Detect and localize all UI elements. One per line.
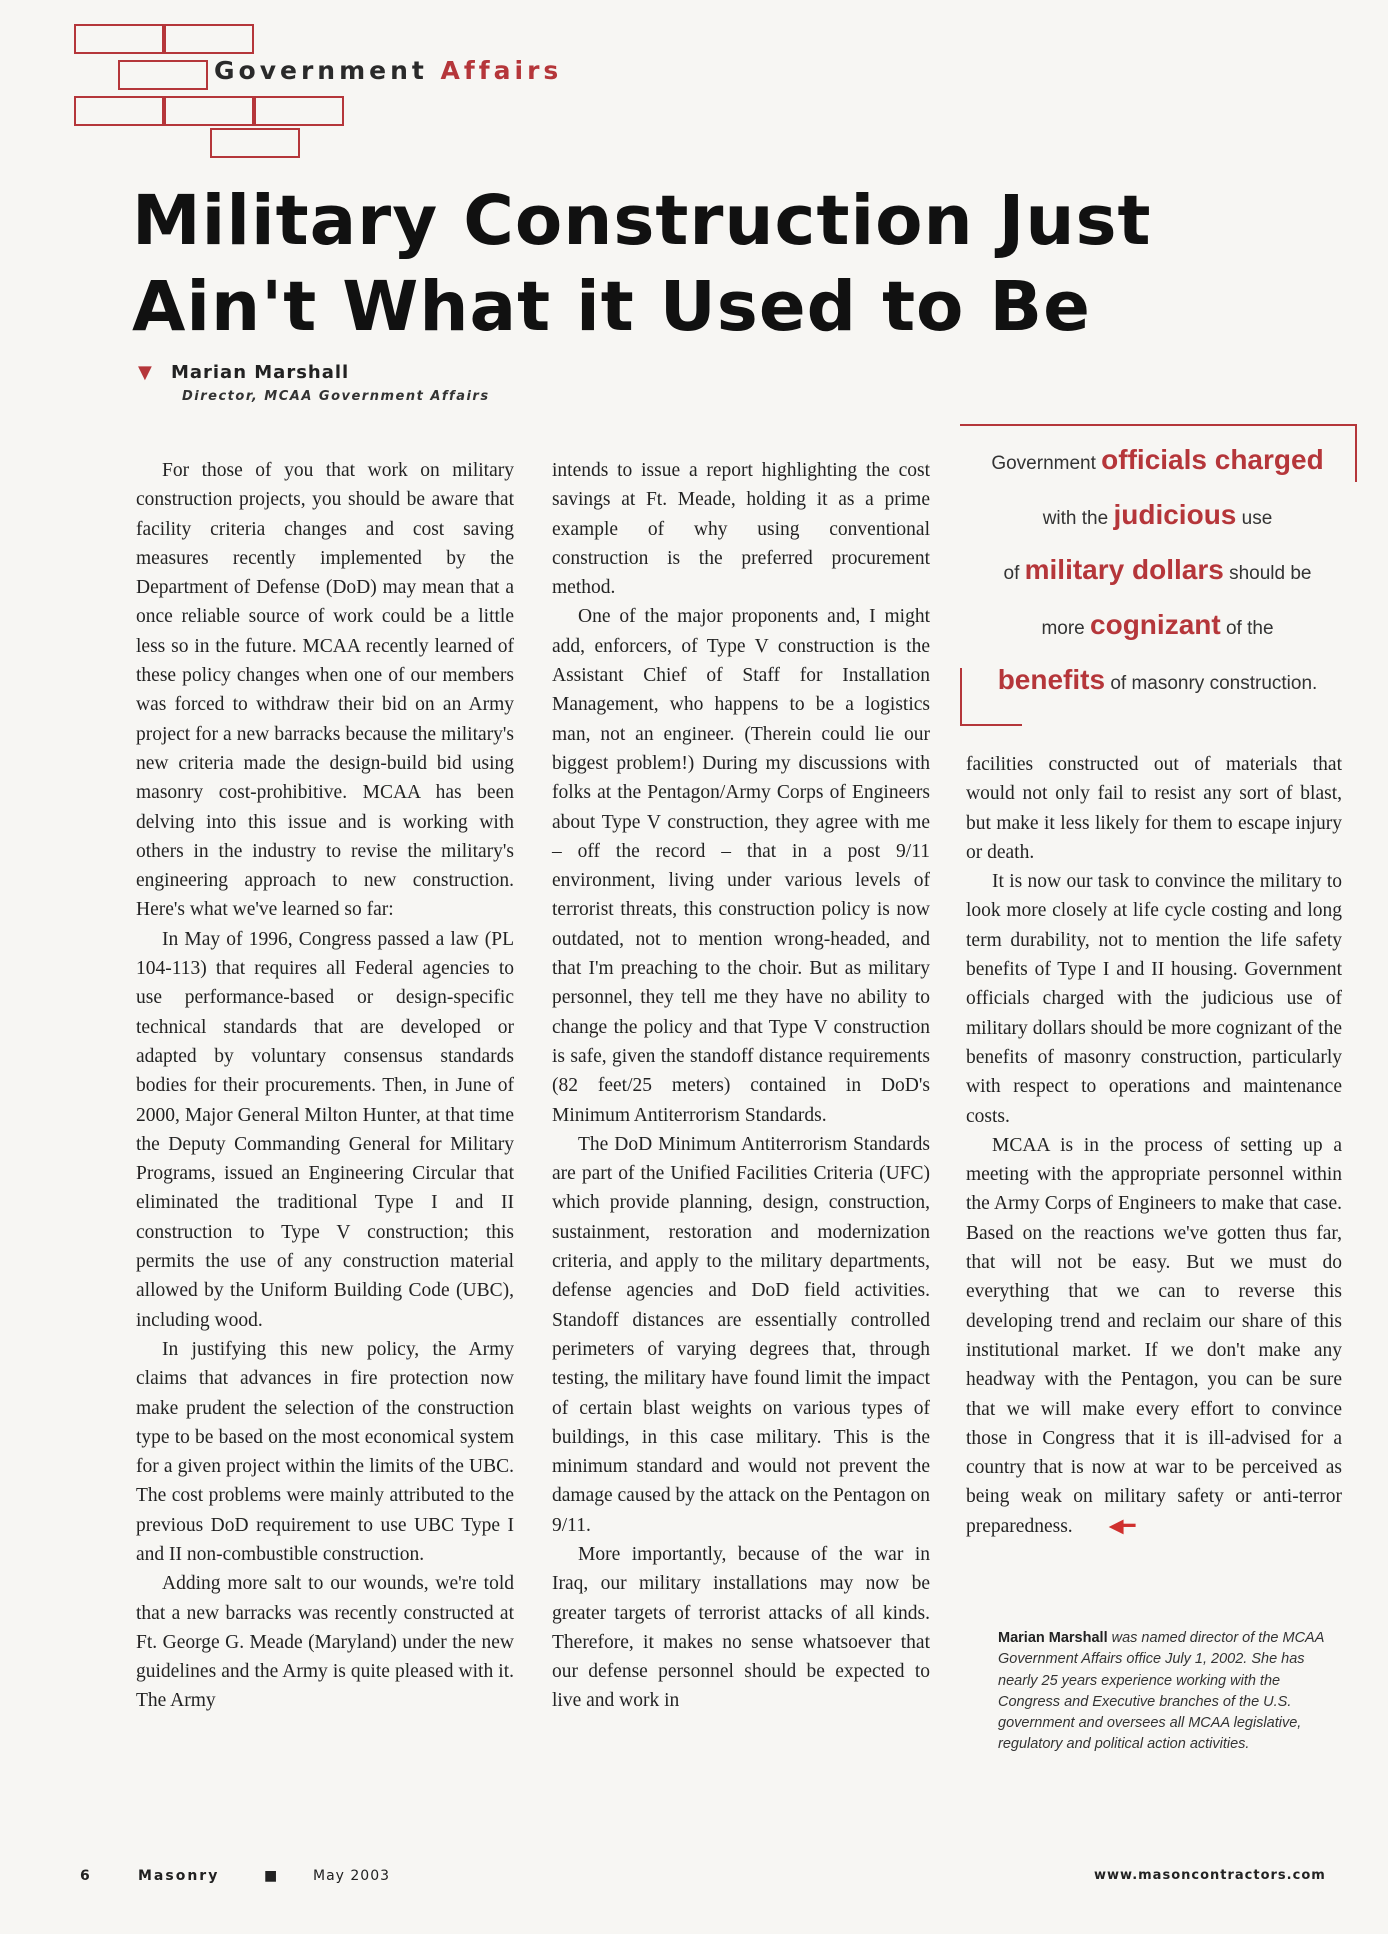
paragraph: It is now our task to convince the military to look more closely at life cycle costing and long term durability, not to mention the life safety benefits of Type I and II housing. Government officials charged with the judicious use of military dollars should be more cognizant of the benefits of masonry construction, particularly with respect to operations and maintenance costs. bbox=[966, 871, 1342, 1127]
pull-quote-line-2: with the judicious use bbox=[1042, 499, 1273, 530]
section-word-1: Government bbox=[214, 56, 428, 85]
pull-quote bbox=[960, 424, 1355, 724]
end-mark-arrow-icon: ◀━ bbox=[1108, 1515, 1136, 1537]
paragraph: For those of you that work on military construction projects, you should be aware that facility criteria changes and cost saving measures recently implemented by the Department of Defense (DoD) may mean that a once reliable source of work could be a little less so in the future. MCAA recently learned of these policy changes when one of our members was forced to withdraw their bid on an Army project for a new barracks because the military's new criteria made the design-build bid using masonry cost-prohibitive. MCAA has been delving into this issue and is working with others in the industry to revise the military's engineering approach to new construction. Here's what we've learned so far: bbox=[136, 460, 514, 921]
brick-logo-4 bbox=[74, 96, 164, 126]
paragraph: Adding more salt to our wounds, we're told that a new barracks was recently constructed at Ft. George G. Meade (Maryland) under the new guidelines and the Army is quite pleased with it. The Army bbox=[136, 1573, 514, 1712]
paragraph: In justifying this new policy, the Army claims that advances in fire protection now make prudent the selection of the construction type to be based on the most economical system for a given project within the limits of the UBC. The cost problems were mainly attributed to the previous DoD requirement to use UBC Type I and II non-combustible construction. bbox=[136, 1338, 514, 1565]
pull-quote-line-4: more cognizant of the bbox=[1041, 609, 1274, 640]
footer-url: www.masoncontractors.com bbox=[1094, 1868, 1326, 1883]
paragraph: intends to issue a report highlighting the cost savings at Ft. Meade, holding it as a prime example of why using conventional construction is the preferred procurement method. bbox=[552, 460, 930, 599]
brick-logo-7 bbox=[210, 128, 300, 158]
bio-name: Marian Marshall bbox=[998, 1630, 1108, 1646]
bio-text: was named director of the MCAA Government Affairs office July 1, 2002. She has nearly 25 years experience working with the Congress and Executive branches of the U.S. government and oversees all MCAA legislative, regulatory and political action activities. bbox=[998, 1630, 1324, 1753]
paragraph: facilities constructed out of materials that would not only fail to resist any sort of blast, but make it less likely for them to escape injury or death. bbox=[966, 754, 1342, 863]
pull-quote-line-3: of military dollars should be bbox=[1003, 554, 1312, 585]
headline bbox=[132, 178, 1232, 350]
headline-line-2: Ain't What it Used to Be bbox=[132, 267, 1091, 347]
footer-magazine: Masonry bbox=[138, 1868, 220, 1884]
author-bio bbox=[998, 1628, 1328, 1756]
paragraph: In May of 1996, Congress passed a law (PL 104-113) that requires all Federal agencies to use performance-based or design-specific technical standards that are developed or adapted by voluntary consensus standards bodies for their procurements. Then, in June of 2000, Major General Milton Hunter, at that time the Deputy Commanding General for Military Programs, issued an Engineering Circular that eliminated the traditional Type I and II construction to Type V construction; this permits the use of any construction material allowed by the Uniform Building Code (UBC), including wood. bbox=[136, 928, 514, 1331]
footer-date: May 2003 bbox=[313, 1868, 391, 1884]
footer-separator-icon: ■ bbox=[264, 1868, 278, 1884]
brick-logo-3 bbox=[118, 60, 208, 90]
pull-quote-line-1: Government officials charged bbox=[991, 444, 1324, 475]
pull-quote-line-5: benefits of masonry construction. bbox=[997, 664, 1318, 695]
paragraph: The DoD Minimum Antiterrorism Standards are part of the Unified Facilities Criteria (UFC) which provide planning, design, construction, sustainment, restoration and modernization criteria, and apply to the military departments, defense agencies and DoD field activities. Standoff distances are essentially controlled perimeters of varying degrees that, through testing, the military have found limit the impact of certain blast weights on various types of buildings, in this case military. This is the minimum standard and would not prevent the damage caused by the attack on the Pentagon on 9/11. bbox=[552, 1133, 930, 1536]
brick-logo-1 bbox=[74, 24, 164, 54]
paragraph: One of the major proponents and, I might add, enforcers, of Type V construction is the Assistant Chief of Staff for Installation Management, who happens to be a logistics man, not an engineer. (Therein could lie our biggest problem!) During my discussions with folks at the Pentagon/Army Corps of Engineers about Type V construction, they agree with me – off the record – that in a post 9/11 environment, living under various levels of terrorist threats, this construction policy is now outdated, not to mention wrong-headed, and that I'm preaching to the choir. But as military personnel, they tell me they have no ability to change the policy and that Type V construction is safe, given the standoff distance requirements (82 feet/25 meters) contained in DoD's Minimum Antiterrorism Standards. bbox=[552, 606, 930, 1126]
headline-line-1: Military Construction Just bbox=[132, 181, 1152, 261]
byline bbox=[138, 362, 490, 404]
brick-logo-6 bbox=[254, 96, 344, 126]
brick-logo-2 bbox=[164, 24, 254, 54]
triangle-bullet-icon: ▼ bbox=[138, 362, 152, 383]
section-label bbox=[214, 56, 562, 85]
brick-logo-5 bbox=[164, 96, 254, 126]
article-column-2 bbox=[552, 456, 930, 1716]
paragraph: More importantly, because of the war in Iraq, our military installations may now be greater targets of terrorist attacks of all kinds. Therefore, it makes no sense whatsoever that our defense personnel should be expected to live and work in bbox=[552, 1543, 930, 1712]
paragraph: MCAA is in the process of setting up a meeting with the appropriate personnel within the Army Corps of Engineers to make that case. Based on the reactions we've gotten thus far, that will not be easy. But we must do everything that we can to reverse this developing trend and reclaim our share of this institutional market. If we don't make any headway with the Pentagon, you can be sure that we will make every effort to convince those in Congress that it is ill-advised for a country that is now at war to be perceived as being weak on military safety or anti-terror preparedness. ◀━ bbox=[966, 1131, 1342, 1541]
article-column-3 bbox=[966, 750, 1342, 1541]
footer-page-number: 6 bbox=[80, 1868, 90, 1884]
author-title: Director, MCAA Government Affairs bbox=[182, 389, 490, 404]
article-column-1 bbox=[136, 456, 514, 1716]
author-name: Marian Marshall bbox=[170, 362, 350, 383]
section-word-2: Affairs bbox=[440, 56, 563, 85]
